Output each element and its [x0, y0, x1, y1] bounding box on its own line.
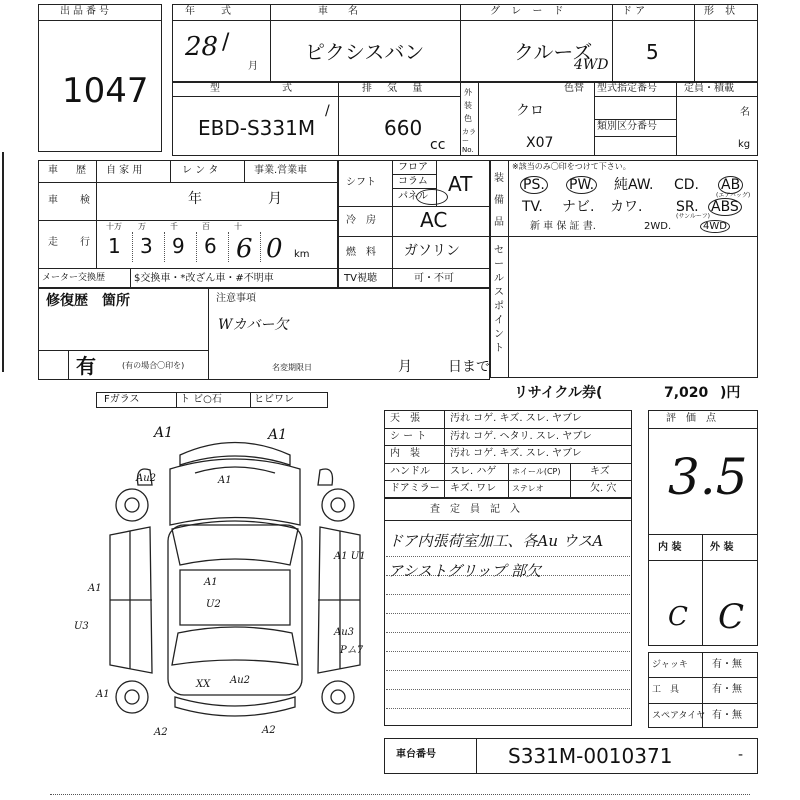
interior-row-extra: ホイール(CP)	[512, 466, 561, 476]
year-value: 28	[185, 32, 219, 62]
model-label: 型 式	[210, 83, 306, 94]
interior-row-options: 汚れ コゲ. キズ. スレ. ヤブレ	[450, 413, 582, 424]
color-label: 色替	[564, 83, 584, 94]
shift-option-floor: フロア	[398, 162, 428, 173]
interior-row-extra2: キズ	[590, 465, 610, 477]
inspection-month: 月	[268, 191, 282, 207]
header-table	[172, 4, 758, 82]
fuel-value: ガソリン	[404, 243, 460, 259]
color-no-label: カラーNo.	[462, 128, 476, 154]
equip-note: ※該当のみ〇印をつけて下さい。	[512, 162, 631, 171]
equip-2wd: 2WD.	[644, 221, 672, 232]
fuel-label: 燃 料	[346, 247, 376, 258]
score-value: 3.5	[668, 448, 748, 506]
history-rental: レ ン タ	[182, 165, 219, 176]
displacement-value: 660	[384, 116, 423, 140]
recycle-label: リサイクル券(	[514, 385, 603, 401]
interior-row-options: 汚れ コゲ. ヘタリ. スレ. ヤブレ	[450, 430, 592, 442]
history-label: 車 歴	[48, 165, 90, 176]
equip-pw: PW.	[566, 178, 597, 192]
grade-value: クルーズ	[514, 40, 593, 64]
score-label: 評 価 点	[666, 413, 716, 424]
mark-a2-bottom-right: A2	[262, 725, 276, 736]
equip-label: 装備品	[494, 173, 504, 228]
shift-value: AT	[448, 172, 473, 196]
name-change-day: 日まで	[448, 359, 490, 375]
accessory-value: 有・無	[712, 709, 742, 721]
tv-label: TV視聴	[344, 273, 377, 284]
repair-label: 修復歴 箇所	[46, 293, 130, 309]
interior-row-label: 天 張	[390, 413, 420, 424]
car-diagram	[90, 425, 380, 745]
doors-label: ド ア	[622, 6, 646, 17]
ac-label: 冷 房	[346, 215, 376, 226]
equip-cd: CD.	[674, 177, 700, 193]
interior-row-options: スレ. ハゲ	[450, 465, 497, 477]
accessory-label: ジャッキ	[652, 660, 688, 670]
exterior-grade-label: 外 装	[710, 542, 734, 553]
name-change-label: 名変期限日	[272, 363, 312, 372]
mark-au3-right: Au3	[334, 627, 355, 638]
inspector-line-1: ドア内張荷室加工、各Au ウスA	[388, 532, 604, 550]
equip-ab-sub: (エアバッグ)	[716, 192, 751, 199]
tv-value: 可・不可	[414, 273, 454, 284]
equip-ps: PS.	[520, 178, 548, 192]
mileage-digit: 6	[204, 234, 217, 258]
interior-grade-label: 内 装	[658, 542, 682, 553]
mark-a1-bottom-left: A1	[96, 689, 110, 700]
name-change-month: 月	[398, 359, 412, 375]
mileage-unit-label: 十万	[106, 222, 122, 231]
glass-crack: ヒビワレ	[254, 394, 294, 405]
interior-row-label: ドアミラー	[390, 483, 440, 495]
interior-row-extra: ステレオ	[512, 484, 544, 494]
meter-options: $交換車・*改ざん車・#不明車	[134, 273, 274, 284]
equip-sr-sub: (サンルーフ)	[676, 213, 710, 220]
equip-warranty: 新 車 保 証 書.	[530, 221, 596, 232]
mark-u2-roof: U2	[206, 599, 221, 610]
doors-value: 5	[646, 40, 659, 64]
color-code: X07	[526, 135, 554, 151]
mileage-digit: 0	[266, 234, 283, 264]
car-name-label: 車 名	[318, 6, 358, 17]
recycle-amount: 7,020	[664, 385, 709, 401]
mark-a2-bottom-left: A2	[154, 727, 168, 738]
mileage-digit: 1	[108, 234, 121, 258]
notes-label: 注意事項	[216, 293, 256, 304]
mileage-digit: 3	[140, 234, 153, 258]
equip-ab: AB	[718, 178, 743, 192]
mileage-unit-label: 万	[138, 222, 146, 231]
chassis-label: 車台番号	[396, 749, 436, 760]
mileage-unit: km	[294, 249, 310, 260]
interior-row-options: キズ. ワレ	[450, 483, 497, 495]
interior-row-label: シ ー ト	[390, 430, 427, 442]
glass-chip: ト ビ○石	[180, 394, 222, 405]
mark-a1u1-right: A1 U1	[334, 551, 366, 562]
class-no-label: 類別区分番号	[597, 121, 657, 132]
equip-sr: SR.	[676, 199, 699, 215]
repair-note: (有の場合〇印を)	[122, 361, 185, 370]
equip-abs: ABS	[708, 200, 742, 214]
mileage-digit: 9	[172, 234, 185, 258]
mark-a1-roof: A1	[204, 577, 218, 588]
model-value: EBD-S331M	[198, 116, 316, 140]
exterior-grade: C	[718, 597, 745, 637]
chassis-number: S331M-0010371	[508, 744, 673, 768]
car-name: ピクシスバン	[305, 40, 425, 64]
displacement-unit: cc	[430, 137, 446, 153]
meter-label: メーター交換歴	[42, 273, 106, 283]
interior-row-label: 内 装	[390, 448, 420, 460]
type-no-label: 型式指定番号	[597, 83, 657, 94]
mark-a1-top-left: A1	[154, 425, 174, 441]
inspector-line-2: アシストグリップ 部欠	[388, 562, 541, 580]
shape-label: 形 状	[704, 6, 740, 17]
accessory-value: 有・無	[712, 684, 742, 696]
equip-4wd: 4WD	[700, 222, 730, 232]
inspection-label: 車 検	[48, 195, 96, 206]
lot-number-label: 出品番号	[60, 6, 112, 17]
capacity-label: 定員・積載	[684, 83, 734, 94]
mark-a1-hood: A1	[218, 475, 232, 486]
history-private: 自 家 用	[106, 165, 143, 176]
inspection-year: 年	[188, 191, 202, 207]
accessory-value: 有・無	[712, 659, 742, 670]
accessory-label: 工 具	[652, 685, 680, 696]
ac-value: AC	[420, 208, 448, 232]
equip-navi: ナビ.	[562, 199, 595, 215]
repair-value: 有	[76, 354, 96, 378]
color-value: クロ	[516, 103, 544, 119]
recycle-unit: )円	[720, 385, 741, 401]
capacity-unit-kg: kg	[738, 139, 751, 150]
selling-point-label: セールスポイント	[494, 245, 504, 354]
mark-a1-left-side: A1	[88, 583, 102, 594]
year-label: 年 式	[185, 6, 239, 17]
glass-front: Fガラス	[104, 394, 140, 405]
interior-row-label: ハンドル	[390, 465, 430, 477]
mark-a1-top-right: A1	[268, 427, 288, 443]
mark-xx-rear: XX	[196, 679, 211, 690]
capacity-unit-person: 名	[740, 107, 750, 118]
accessory-label: スペアタイヤ	[652, 710, 706, 721]
interior-row-extra2: 欠. 穴	[590, 483, 617, 495]
exterior-label: 外装色	[464, 88, 472, 123]
mark-au2-rear: Au2	[230, 675, 251, 686]
mark-au2-left: Au2	[136, 473, 157, 484]
notes-value: Wカバー欠	[218, 317, 289, 333]
equip-leather: カワ.	[610, 199, 643, 215]
mileage-label: 走 行	[48, 237, 96, 248]
mileage-unit-label: 十	[234, 222, 242, 231]
shift-option-panel: パネル	[398, 191, 428, 202]
month-suffix: 月	[248, 61, 258, 72]
mark-p-right: Pム7	[340, 645, 364, 656]
grade-note: 4WD	[574, 57, 609, 73]
lot-number: 1047	[62, 71, 149, 111]
interior-row-options: 汚れ コゲ. キズ. スレ. ヤブレ	[450, 448, 582, 460]
shift-label: シフト	[346, 177, 376, 188]
mileage-unit-label: 千	[170, 222, 178, 231]
grade-label: グ レ ー ド	[490, 6, 568, 17]
equip-aw: 純AW.	[614, 177, 654, 193]
shift-option-column: コラム	[398, 176, 428, 187]
history-business: 事業.営業車	[254, 165, 308, 176]
mileage-digit: 6	[236, 234, 253, 264]
interior-grade: C	[668, 602, 688, 632]
equip-tv: TV.	[522, 199, 543, 215]
mileage-unit-label: 百	[202, 222, 210, 231]
displacement-label: 排 気 量	[362, 83, 429, 94]
mark-u3-left: U3	[74, 621, 89, 632]
inspector-label: 査 定 員 記 入	[430, 504, 520, 515]
